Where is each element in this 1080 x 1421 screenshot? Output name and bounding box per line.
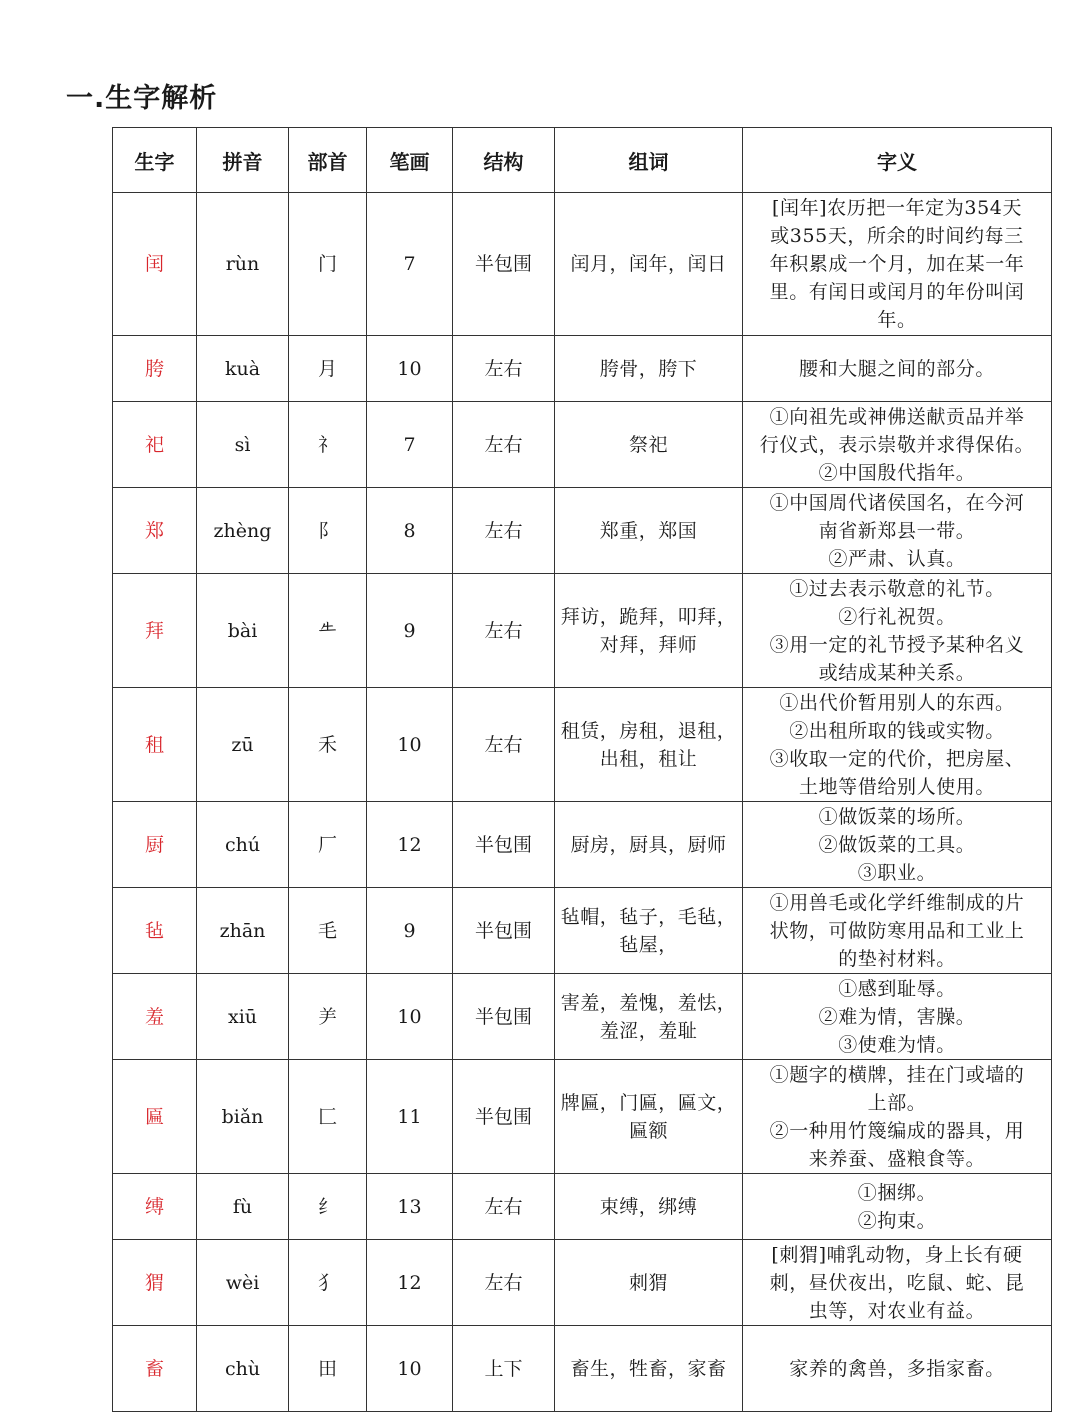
table-row (113, 1174, 1052, 1240)
pinyin-cell: sì (197, 402, 289, 488)
radical-cell: 𠂒 (289, 574, 367, 688)
meaning-line: ②拘束。 (857, 1209, 937, 1232)
meaning-cell (743, 574, 1052, 688)
char-cell: 羞 (113, 974, 197, 1060)
structure-cell: 半包围 (453, 193, 555, 336)
words-line: 出租，租让 (599, 747, 698, 770)
pinyin-cell: rùn (197, 193, 289, 336)
meaning-line: ②严肃、认真。 (828, 547, 966, 570)
radical-cell: 犭 (289, 1240, 367, 1326)
structure-cell: 左右 (453, 336, 555, 402)
header-words: 组词 (555, 128, 743, 193)
meaning-cell (743, 1174, 1052, 1240)
pinyin-cell: zhān (197, 888, 289, 974)
header-structure: 结构 (453, 128, 555, 193)
table-row (113, 574, 1052, 688)
meaning-cell (743, 802, 1052, 888)
words-cell (555, 402, 743, 488)
structure-cell: 左右 (453, 1240, 555, 1326)
strokes-cell: 9 (367, 574, 453, 688)
char-cell: 祀 (113, 402, 197, 488)
strokes-cell: 10 (367, 974, 453, 1060)
table-row (113, 402, 1052, 488)
words-cell (555, 888, 743, 974)
meaning-line: 或355天，所余的时间约每三 (770, 225, 1024, 247)
meaning-line: ①过去表示敬意的礼节。 (789, 577, 1005, 600)
words-line: 祭祀 (628, 433, 668, 456)
meaning-line: ③收取一定的代价，把房屋、 (769, 747, 1025, 770)
meaning-line: ②中国殷代指年。 (818, 461, 976, 484)
strokes-cell: 8 (367, 488, 453, 574)
radical-cell: ⺶ (289, 974, 367, 1060)
char-cell: 毡 (113, 888, 197, 974)
words-cell (555, 1060, 743, 1174)
meaning-line: 南省新郑县一带。 (818, 519, 976, 542)
meaning-line: 上部。 (867, 1091, 927, 1114)
char-cell: 匾 (113, 1060, 197, 1174)
meaning-cell (743, 688, 1052, 802)
table-row (113, 193, 1052, 336)
strokes-cell: 7 (367, 193, 453, 336)
radical-cell: 匚 (289, 1060, 367, 1174)
meaning-cell (743, 1060, 1052, 1174)
radical-cell: 月 (289, 336, 367, 402)
meaning-line: ①感到耻辱。 (838, 977, 956, 1000)
strokes-cell: 9 (367, 888, 453, 974)
meaning-cell (743, 1326, 1052, 1412)
pinyin-cell: wèi (197, 1240, 289, 1326)
meaning-line: 的垫衬材料。 (838, 947, 956, 970)
structure-cell: 左右 (453, 1174, 555, 1240)
table-row (113, 1240, 1052, 1326)
meaning-line: 刺，昼伏夜出，吃鼠、蛇、昆 (769, 1271, 1025, 1294)
words-line: 畜生，牲畜，家畜 (570, 1357, 727, 1380)
words-line: 毡帽，毡子，毛毡， (560, 905, 737, 928)
pinyin-cell: bài (197, 574, 289, 688)
radical-cell: 毛 (289, 888, 367, 974)
header-char: 生字 (113, 128, 197, 193)
strokes-cell: 10 (367, 1326, 453, 1412)
radical-cell: 礻 (289, 402, 367, 488)
meaning-cell (743, 1240, 1052, 1326)
structure-cell: 左右 (453, 488, 555, 574)
meaning-cell (743, 402, 1052, 488)
meaning-cell (743, 336, 1052, 402)
char-cell: 胯 (113, 336, 197, 402)
char-cell: 猬 (113, 1240, 197, 1326)
meaning-line: 家养的禽兽，多指家畜。 (789, 1357, 1005, 1380)
char-cell: 拜 (113, 574, 197, 688)
words-cell (555, 1240, 743, 1326)
words-line: 厨房，厨具，厨师 (570, 833, 727, 856)
meaning-line: 腰和大腿之间的部分。 (798, 357, 995, 380)
header-strokes: 笔画 (367, 128, 453, 193)
words-cell (555, 974, 743, 1060)
header-radical: 部首 (289, 128, 367, 193)
pinyin-cell: chú (197, 802, 289, 888)
meaning-line: ②出租所取的钱或实物。 (789, 719, 1005, 742)
meaning-cell (743, 888, 1052, 974)
structure-cell: 半包围 (453, 888, 555, 974)
words-line: 对拜，拜师 (599, 633, 698, 656)
meaning-line: ①题字的横牌，挂在门或墙的 (769, 1063, 1025, 1086)
meaning-line: ①捆绑。 (857, 1181, 937, 1204)
meaning-cell (743, 488, 1052, 574)
words-line: 羞涩，羞耻 (599, 1019, 698, 1042)
pinyin-cell: xiū (197, 974, 289, 1060)
radical-cell: 厂 (289, 802, 367, 888)
pinyin-cell: biǎn (197, 1060, 289, 1174)
char-cell: 闰 (113, 193, 197, 336)
meaning-line: 来养蚕、盛粮食等。 (808, 1147, 986, 1170)
structure-cell: 左右 (453, 688, 555, 802)
meaning-line: 状物，可做防寒用品和工业上 (769, 919, 1025, 942)
words-cell (555, 488, 743, 574)
structure-cell: 上下 (453, 1326, 555, 1412)
words-line: 牌匾，门匾，匾文， (560, 1091, 737, 1114)
char-cell: 缚 (113, 1174, 197, 1240)
words-line: 害羞，羞愧，羞怯， (560, 991, 737, 1014)
radical-cell: 阝 (289, 488, 367, 574)
table-row (113, 488, 1052, 574)
meaning-line: 或结成某种关系。 (818, 661, 976, 684)
meaning-line: ②做饭菜的工具。 (818, 833, 976, 856)
strokes-cell: 12 (367, 1240, 453, 1326)
meaning-line: 土地等借给别人使用。 (798, 775, 995, 798)
meaning-line: 年积累成一个月，加在某一年 (769, 253, 1025, 275)
words-line: 刺猬 (628, 1271, 668, 1294)
pinyin-cell: zū (197, 688, 289, 802)
table-row (113, 1060, 1052, 1174)
meaning-line: [闰年]农历把一年定为354天 (771, 197, 1023, 219)
strokes-cell: 12 (367, 802, 453, 888)
radical-cell: 纟 (289, 1174, 367, 1240)
meaning-line: 里。有闰日或闰月的年份叫闰 (769, 281, 1025, 303)
words-cell (555, 574, 743, 688)
strokes-cell: 7 (367, 402, 453, 488)
char-cell: 租 (113, 688, 197, 802)
table-row (113, 336, 1052, 402)
header-pinyin: 拼音 (197, 128, 289, 193)
words-cell (555, 336, 743, 402)
table-header-row (113, 128, 1052, 193)
words-line: 郑重，郑国 (599, 519, 698, 542)
words-line: 束缚，绑缚 (599, 1195, 698, 1218)
meaning-line: ③使难为情。 (838, 1033, 956, 1056)
pinyin-cell: zhèng (197, 488, 289, 574)
words-line: 拜访，跪拜，叩拜， (560, 605, 737, 628)
character-table (112, 127, 1052, 1412)
radical-cell: 禾 (289, 688, 367, 802)
structure-cell: 左右 (453, 402, 555, 488)
meaning-line: ①出代价暂用别人的东西。 (779, 691, 1015, 714)
structure-cell: 半包围 (453, 802, 555, 888)
words-cell (555, 1326, 743, 1412)
pinyin-cell: fù (197, 1174, 289, 1240)
meaning-line: ③职业。 (857, 861, 937, 884)
words-line: 胯骨，胯下 (599, 357, 698, 380)
meaning-line: ①向祖先或神佛送献贡品并举 (769, 405, 1025, 428)
structure-cell: 半包围 (453, 974, 555, 1060)
words-line: 租赁，房租，退租， (560, 719, 737, 742)
radical-cell: 田 (289, 1326, 367, 1412)
strokes-cell: 11 (367, 1060, 453, 1174)
table-row (113, 888, 1052, 974)
structure-cell: 左右 (453, 574, 555, 688)
strokes-cell: 10 (367, 336, 453, 402)
radical-cell: 门 (289, 193, 367, 336)
meaning-line: 虫等，对农业有益。 (808, 1299, 986, 1322)
words-cell (555, 193, 743, 336)
meaning-line: ②行礼祝贺。 (838, 605, 956, 628)
meaning-line: ①做饭菜的场所。 (818, 805, 976, 828)
table-row (113, 1326, 1052, 1412)
strokes-cell: 13 (367, 1174, 453, 1240)
pinyin-cell: kuà (197, 336, 289, 402)
words-cell (555, 802, 743, 888)
meaning-line: 行仪式，表示崇敬并求得保佑。 (759, 433, 1035, 456)
table-row (113, 802, 1052, 888)
words-cell (555, 1174, 743, 1240)
words-cell (555, 688, 743, 802)
char-cell: 郑 (113, 488, 197, 574)
pinyin-cell: chù (197, 1326, 289, 1412)
meaning-line: ③用一定的礼节授予某种名义 (769, 633, 1025, 656)
table-row (113, 974, 1052, 1060)
strokes-cell: 10 (367, 688, 453, 802)
meaning-line: ①中国周代诸侯国名，在今河 (769, 491, 1025, 514)
meaning-cell (743, 193, 1052, 336)
meaning-line: ②难为情，害臊。 (818, 1005, 976, 1028)
words-line: 匾额 (628, 1119, 668, 1142)
page-title: 一.生字解析 (66, 83, 218, 114)
meaning-line: 年。 (877, 309, 917, 331)
header-meaning: 字义 (743, 128, 1052, 193)
words-line: 闰月，闰年，闰日 (570, 253, 727, 275)
char-cell: 厨 (113, 802, 197, 888)
words-line: 毡屋， (619, 933, 678, 956)
meaning-line: ①用兽毛或化学纤维制成的片 (769, 891, 1025, 914)
char-cell: 畜 (113, 1326, 197, 1412)
meaning-line: ②一种用竹篾编成的器具，用 (769, 1119, 1025, 1142)
meaning-line: [刺猬]哺乳动物，身上长有硬 (771, 1243, 1023, 1266)
table-row (113, 688, 1052, 802)
meaning-cell (743, 974, 1052, 1060)
structure-cell: 半包围 (453, 1060, 555, 1174)
